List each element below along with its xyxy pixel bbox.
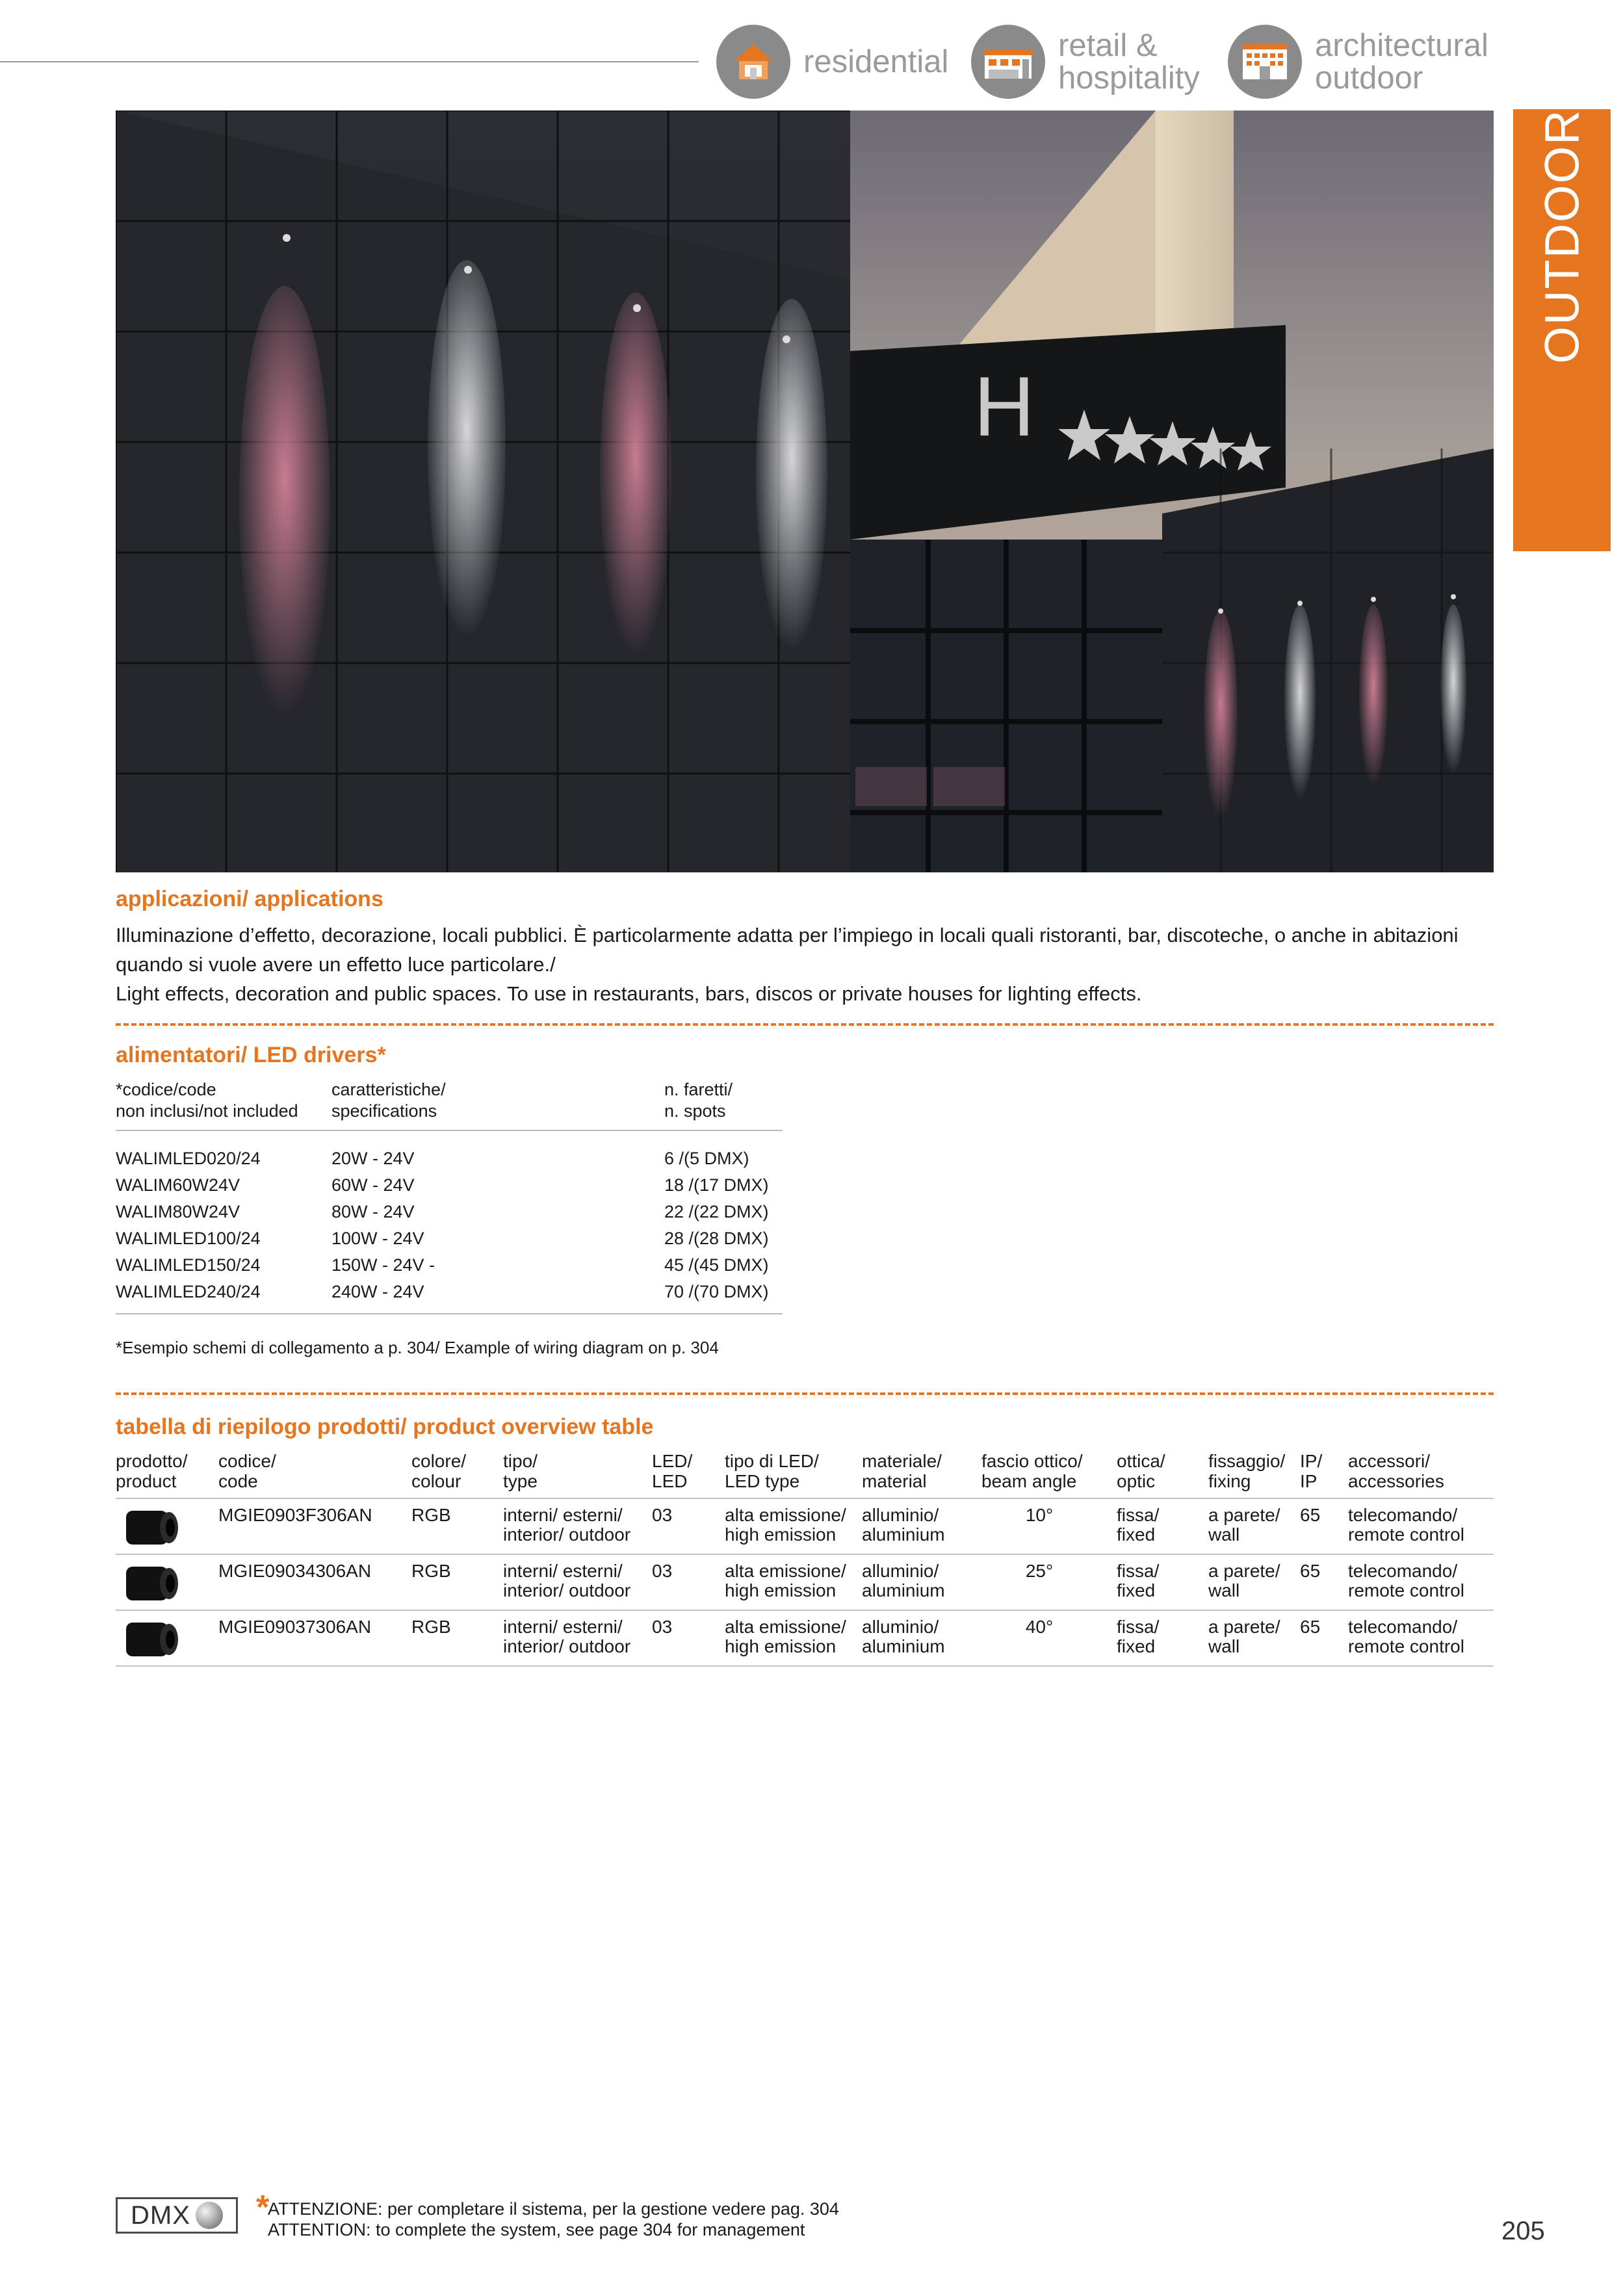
header-rule xyxy=(0,61,699,62)
header-code-sub: code xyxy=(218,1471,258,1491)
driver-spec: 20W - 24V xyxy=(331,1149,415,1168)
table-row[interactable] xyxy=(116,1499,1494,1555)
header-material: materiale/ xyxy=(862,1451,942,1471)
driver-spec: 80W - 24V xyxy=(331,1202,415,1221)
product-thumbnail xyxy=(123,1563,181,1603)
header-optic-sub: optic xyxy=(1117,1471,1156,1491)
header-spec: caratteristiche/ xyxy=(331,1080,446,1099)
product-colour: RGB xyxy=(411,1617,451,1637)
section-tab-label: OUTDOOR xyxy=(1535,108,1589,364)
product-colour: RGB xyxy=(411,1561,451,1581)
header-beam-angle: fascio ottico/ xyxy=(981,1451,1083,1471)
product-material: alluminio/ xyxy=(862,1617,939,1637)
table-row xyxy=(116,1279,783,1305)
product-beam-angle: 25° xyxy=(1025,1561,1054,1581)
header-ip-sub: IP xyxy=(1300,1471,1318,1491)
product-code: MGIE09037306AN xyxy=(218,1617,372,1637)
applications-text-it: Illuminazione d’effetto, decorazione, locali pubblici. È particolarmente adatta per l’impiego in locali quali ristoranti, bar, discoteche, o anche in abitazioni quando si vuole avere un effetto luce particolare./ xyxy=(116,924,1459,976)
table-row xyxy=(116,1199,783,1225)
header-type: tipo/ xyxy=(503,1451,538,1471)
shop-icon xyxy=(971,25,1045,99)
product-accessories: telecomando/ xyxy=(1348,1505,1458,1525)
product-beam-angle: 10° xyxy=(1025,1505,1054,1525)
product-thumbnail xyxy=(123,1507,181,1547)
header-fixing: fissaggio/ xyxy=(1208,1451,1286,1471)
dmx-sphere-icon xyxy=(196,2202,223,2229)
header-ip: IP/ xyxy=(1300,1451,1323,1471)
applications-text xyxy=(116,920,1494,1008)
hero-photo xyxy=(116,111,1494,872)
product-led: 03 xyxy=(652,1505,673,1525)
header-spots-sub: n. spots xyxy=(664,1101,726,1121)
drivers-table-header xyxy=(116,1079,783,1131)
table-row xyxy=(116,1172,783,1199)
category-residential[interactable] xyxy=(716,23,948,100)
applications-title: applicazioni/ applications xyxy=(116,887,383,911)
product-accessories-en: remote control xyxy=(1348,1636,1464,1656)
product-fixing-en: wall xyxy=(1208,1580,1240,1600)
header-colour: colore/ xyxy=(411,1451,467,1471)
product-optic: fissa/ xyxy=(1117,1505,1160,1525)
footer-note-en: ATTENTION: to complete the system, see page 304 for management xyxy=(268,2220,805,2239)
dashed-divider xyxy=(116,1392,1494,1395)
table-row xyxy=(116,1225,783,1252)
product-material: alluminio/ xyxy=(862,1505,939,1525)
product-ip: 65 xyxy=(1300,1505,1321,1525)
product-fixing: a parete/ xyxy=(1208,1561,1280,1581)
product-material-en: aluminium xyxy=(862,1636,945,1656)
product-fixing-en: wall xyxy=(1208,1636,1240,1656)
header-led: LED/ xyxy=(652,1451,693,1471)
header-spec-sub: specifications xyxy=(331,1101,437,1121)
category-label: retail & hospitality xyxy=(1058,28,1200,96)
product-optic-en: fixed xyxy=(1117,1580,1156,1600)
dmx-label: DMX xyxy=(131,2200,190,2230)
dmx-badge xyxy=(116,2197,238,2234)
header-code: codice/ xyxy=(218,1451,276,1471)
header-optic: ottica/ xyxy=(1117,1451,1165,1471)
header-material-sub: material xyxy=(862,1471,927,1491)
house-icon xyxy=(716,25,790,99)
product-optic-en: fixed xyxy=(1117,1524,1156,1545)
footer-asterisk: * xyxy=(256,2189,270,2226)
product-accessories: telecomando/ xyxy=(1348,1617,1458,1637)
product-fixing: a parete/ xyxy=(1208,1505,1280,1525)
header-accessories-sub: accessories xyxy=(1348,1471,1444,1491)
product-optic-en: fixed xyxy=(1117,1636,1156,1656)
product-type-en: interior/ outdoor xyxy=(503,1524,631,1545)
driver-spots: 22 /(22 DMX) xyxy=(664,1202,769,1221)
category-retail-hospitality[interactable] xyxy=(971,23,1200,100)
product-beam-angle: 40° xyxy=(1025,1617,1054,1637)
header-led-type: tipo di LED/ xyxy=(725,1451,819,1471)
header-led-type-sub: LED type xyxy=(725,1471,800,1491)
driver-code: WALIMLED240/24 xyxy=(116,1282,261,1301)
product-optic: fissa/ xyxy=(1117,1561,1160,1581)
header-led-sub: LED xyxy=(652,1471,688,1491)
product-led-type-en: high emission xyxy=(725,1580,837,1600)
drivers-table xyxy=(116,1079,783,1314)
driver-spec: 240W - 24V xyxy=(331,1282,424,1301)
product-ip: 65 xyxy=(1300,1617,1321,1637)
header-fixing-sub: fixing xyxy=(1208,1471,1251,1491)
driver-spots: 70 /(70 DMX) xyxy=(664,1282,769,1301)
product-colour: RGB xyxy=(411,1505,451,1525)
category-label: architectural outdoor xyxy=(1315,28,1488,96)
driver-code: WALIMLED150/24 xyxy=(116,1255,261,1275)
product-led-type-en: high emission xyxy=(725,1636,837,1656)
table-row xyxy=(116,1145,783,1172)
building-icon xyxy=(1228,25,1302,99)
footer-note xyxy=(268,2198,839,2240)
header-accessories: accessori/ xyxy=(1348,1451,1431,1471)
product-led-type: alta emissione/ xyxy=(725,1561,846,1581)
product-material-en: aluminium xyxy=(862,1524,945,1545)
product-type-en: interior/ outdoor xyxy=(503,1580,631,1600)
product-led: 03 xyxy=(652,1561,673,1581)
driver-code: WALIM60W24V xyxy=(116,1175,240,1195)
header-code-sub: non inclusi/not included xyxy=(116,1101,298,1121)
table-row[interactable] xyxy=(116,1555,1494,1611)
header-beam-angle-sub: beam angle xyxy=(981,1471,1077,1491)
header-colour-sub: colour xyxy=(411,1471,461,1491)
product-optic: fissa/ xyxy=(1117,1617,1160,1637)
product-led-type: alta emissione/ xyxy=(725,1505,846,1525)
category-label: residential xyxy=(803,44,949,79)
product-ip: 65 xyxy=(1300,1561,1321,1581)
header-code: *codice/code xyxy=(116,1080,216,1099)
header-product-sub: product xyxy=(116,1471,177,1491)
hero-sign-letter: H xyxy=(974,359,1035,454)
product-fixing: a parete/ xyxy=(1208,1617,1280,1637)
driver-code: WALIM80W24V xyxy=(116,1202,240,1221)
product-accessories: telecomando/ xyxy=(1348,1561,1458,1581)
drivers-note: *Esempio schemi di collegamento a p. 304/ Example of wiring diagram on p. 304 xyxy=(116,1338,719,1357)
driver-code: WALIMLED020/24 xyxy=(116,1149,261,1168)
product-type-en: interior/ outdoor xyxy=(503,1636,631,1656)
header-product: prodotto/ xyxy=(116,1451,188,1471)
header-type-sub: type xyxy=(503,1471,538,1491)
product-type: interni/ esterni/ xyxy=(503,1505,623,1525)
section-tab-outdoor[interactable] xyxy=(1513,109,1611,551)
driver-spec: 60W - 24V xyxy=(331,1175,415,1195)
driver-code: WALIMLED100/24 xyxy=(116,1229,261,1248)
product-accessories-en: remote control xyxy=(1348,1580,1464,1600)
product-fixing-en: wall xyxy=(1208,1524,1240,1545)
driver-spec: 150W - 24V - xyxy=(331,1255,435,1275)
product-material: alluminio/ xyxy=(862,1561,939,1581)
footer-note-it: ATTENZIONE: per completare il sistema, per la gestione vedere pag. 304 xyxy=(268,2199,839,2219)
dashed-divider xyxy=(116,1023,1494,1026)
table-row[interactable] xyxy=(116,1611,1494,1667)
category-architectural-outdoor[interactable] xyxy=(1228,23,1488,100)
driver-spots: 28 /(28 DMX) xyxy=(664,1229,769,1248)
applications-text-en: Light effects, decoration and public spaces. To use in restaurants, bars, discos or private houses for lighting effects. xyxy=(116,982,1142,1005)
product-thumbnail xyxy=(123,1619,181,1659)
product-code: MGIE09034306AN xyxy=(218,1561,372,1581)
driver-spots: 18 /(17 DMX) xyxy=(664,1175,769,1195)
overview-title: tabella di riepilogo prodotti/ product overview table xyxy=(116,1415,654,1439)
product-led-type: alta emissione/ xyxy=(725,1617,846,1637)
driver-spots: 45 /(45 DMX) xyxy=(664,1255,769,1275)
product-led-type-en: high emission xyxy=(725,1524,837,1545)
table-row xyxy=(116,1252,783,1279)
driver-spots: 6 /(5 DMX) xyxy=(664,1149,749,1168)
header-spots: n. faretti/ xyxy=(664,1080,733,1099)
overview-table xyxy=(116,1451,1494,1667)
product-accessories-en: remote control xyxy=(1348,1524,1464,1545)
overview-table-header xyxy=(116,1451,1494,1499)
product-type: interni/ esterni/ xyxy=(503,1617,623,1637)
product-type: interni/ esterni/ xyxy=(503,1561,623,1581)
product-led: 03 xyxy=(652,1617,673,1637)
product-code: MGIE0903F306AN xyxy=(218,1505,372,1525)
driver-spec: 100W - 24V xyxy=(331,1229,424,1248)
page-number: 205 xyxy=(1501,2217,1545,2245)
drivers-title: alimentatori/ LED drivers* xyxy=(116,1043,386,1067)
product-material-en: aluminium xyxy=(862,1580,945,1600)
